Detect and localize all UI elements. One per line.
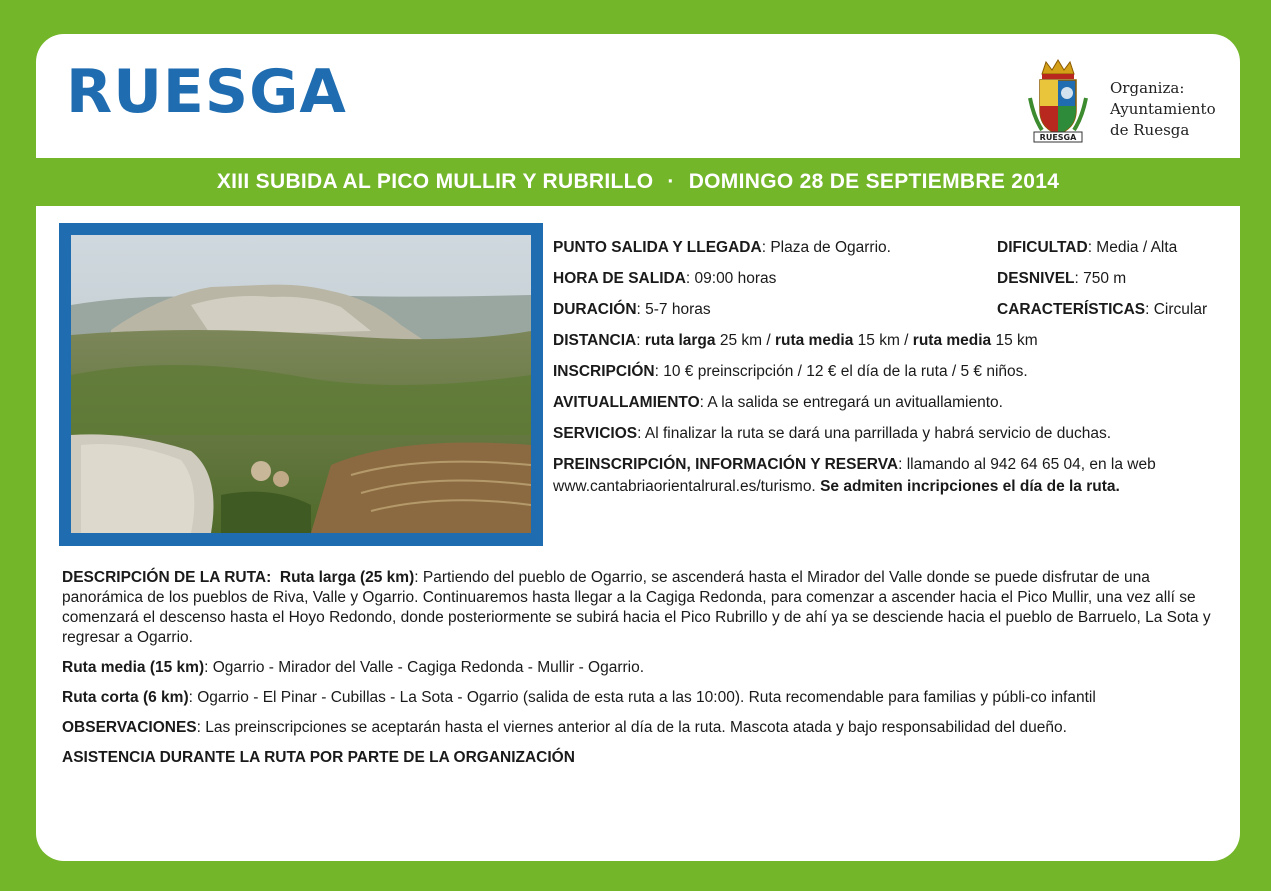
short-route-title: Ruta corta (6 km)	[62, 689, 189, 706]
long-route-label: ruta larga	[644, 332, 716, 349]
registration	[553, 362, 1233, 393]
services-value: : Al finalizar la ruta se dará una parrillada y habrá servicio de duchas.	[637, 425, 1112, 442]
start-time-label: HORA DE SALIDA	[553, 270, 686, 287]
separator: ·	[667, 170, 675, 193]
long-route-title: Ruta larga (25 km)	[279, 569, 415, 586]
organizer-line: de Ruesga	[1110, 121, 1190, 139]
observations-paragraph	[62, 718, 1216, 738]
details-row	[553, 269, 1233, 300]
medium-route-value-2: 15 km	[991, 332, 1038, 349]
assistance-text: ASISTENCIA DURANTE LA RUTA POR PARTE DE LA ORGANIZACIÓN	[62, 749, 575, 766]
pre-registration-note: Se admiten incripciones el día de la ruta.	[820, 478, 1120, 495]
services-label: SERVICIOS	[553, 425, 638, 442]
pre-registration-value: : llamando al 942 64 65 04, en la web www.cantabriaorientalrural.es/turismo.	[553, 456, 1156, 495]
distance	[553, 331, 1233, 362]
medium-route-value: 15 km /	[853, 332, 913, 349]
long-route-text: : Partiendo del pueblo de Ogarrio, se ascenderá hasta el Mirador del Valle donde se puede disfrutar de una panorámica de los pueblos de Riva, Valle y Ogarrio. Continuaremos hasta llegar a la Cagiga Redonda, para comenzar a ascender hacia el Pico Mullir, una vez allí se comenzará el descenso hasta el Hoyo Redondo, donde posteriormente se subirá hacia el Pico Rubrillo y de ahí ya se desciende hacia el pueblo de Barruelo, La Sota y regresar a Ogarrio.	[62, 569, 1211, 646]
pre-registration	[553, 454, 1233, 498]
route-type-value: : Circular	[1145, 301, 1208, 318]
duration-label: DURACIÓN	[553, 301, 637, 318]
event-banner	[36, 158, 1240, 206]
description-paragraph	[62, 568, 1216, 648]
medium-route-label: ruta media	[774, 332, 854, 349]
start-point-value: : Plaza de Ogarrio.	[761, 239, 891, 256]
event-details	[553, 238, 1233, 498]
medium-route-title: Ruta media (15 km)	[62, 659, 205, 676]
pre-registration-label: PREINSCRIPCIÓN, INFORMACIÓN Y RESERVA	[553, 456, 899, 473]
start-time-value: : 09:00 horas	[685, 270, 777, 287]
elevation-gain-value: : 750 m	[1074, 270, 1127, 287]
route-description	[62, 568, 1216, 778]
coat-of-arms-icon	[1028, 58, 1088, 148]
assistance-note	[62, 748, 1216, 768]
event-date: DOMINGO 28 DE SEPTIEMBRE 2014	[688, 170, 1060, 193]
details-row	[553, 238, 1233, 269]
difficulty-value: : Media / Alta	[1087, 239, 1178, 256]
crest-banner-text: RUESGA	[1039, 133, 1077, 142]
start-point-label: PUNTO SALIDA Y LLEGADA	[553, 239, 762, 256]
long-route-value: 25 km /	[715, 332, 775, 349]
organizer	[1110, 78, 1216, 141]
organizer-line: Ayuntamiento	[1110, 100, 1216, 118]
supplies	[553, 393, 1233, 424]
short-route-text: : Ogarrio - El Pinar - Cubillas - La Sota - Ogarrio (salida de esta ruta a las 10:00). Ruta recomendable para familias y públi-co infantil	[188, 689, 1096, 706]
duration	[553, 300, 711, 331]
difficulty-label: DIFICULTAD	[997, 239, 1088, 256]
mountain-landscape-photo	[59, 223, 543, 546]
elevation-gain-label: DESNIVEL	[997, 270, 1075, 287]
start-time	[553, 269, 776, 300]
supplies-label: AVITUALLAMIENTO	[553, 394, 700, 411]
short-route-paragraph	[62, 688, 1216, 708]
services	[553, 424, 1233, 455]
observations-label: OBSERVACIONES	[62, 719, 197, 736]
difficulty	[997, 238, 1233, 269]
start-point	[553, 238, 891, 269]
duration-value: : 5-7 horas	[636, 301, 711, 318]
route-type-label: CARACTERÍSTICAS	[997, 301, 1146, 318]
medium-route-text: : Ogarrio - Mirador del Valle - Cagiga Redonda - Mullir - Ogarrio.	[204, 659, 645, 676]
supplies-value: : A la salida se entregará un avituallamiento.	[699, 394, 1003, 411]
registration-value: : 10 € preinscripción / 12 € el día de la ruta / 5 € niños.	[654, 363, 1028, 380]
distance-sep: :	[636, 332, 645, 349]
elevation-gain	[997, 269, 1233, 300]
distance-label: DISTANCIA	[553, 332, 637, 349]
route-type	[997, 300, 1233, 331]
header	[36, 34, 1240, 158]
medium-route-label-2: ruta media	[912, 332, 992, 349]
page-title: RUESGA	[66, 57, 347, 127]
medium-route-paragraph	[62, 658, 1216, 678]
organizer-line: Organiza:	[1110, 79, 1185, 97]
details-row	[553, 300, 1233, 331]
registration-label: INSCRIPCIÓN	[553, 363, 655, 380]
event-name: XIII SUBIDA AL PICO MULLIR Y RUBRILLO	[216, 170, 654, 193]
observations-text: : Las preinscripciones se aceptarán hasta el viernes anterior al día de la ruta. Mascota atada y bajo responsabilidad del dueño.	[196, 719, 1067, 736]
description-label: DESCRIPCIÓN DE LA RUTA:	[62, 569, 272, 586]
event-card	[36, 34, 1240, 861]
